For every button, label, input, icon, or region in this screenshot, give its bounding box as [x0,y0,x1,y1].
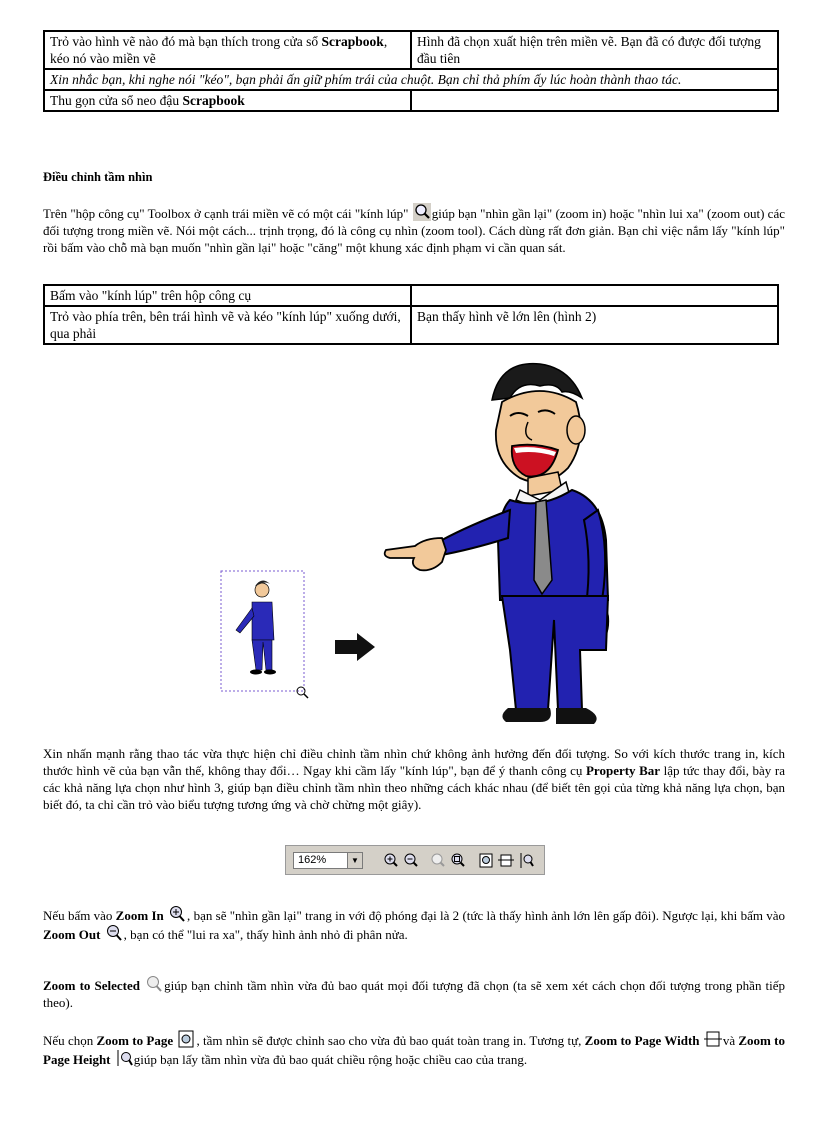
paragraph-zoom-selected: Zoom to Selected giúp bạn chỉnh tầm nhìn vừa đủ bao quát mọi đối tượng đã chọn (ta sẽ xem xét cách chọn đối tượng trong phần tiếp theo). [43,975,785,1011]
zoom-in-icon [168,905,186,923]
zoom-to-selected-icon [145,975,163,993]
zoom-all-objects-icon[interactable] [450,852,466,869]
zoom-tool-icon [413,203,431,221]
section-heading: Điều chỉnh tầm nhìn [43,170,153,184]
paragraph-zoom-in-out: Nếu bấm vào Zoom In , bạn sẽ "nhìn gần lại" trang in với độ phóng đại là 2 (tức là thấy hình ảnh lớn lên gấp đôi). Ngược lại, khi bấm vào Zoom Out , bạn có thể "lui ra xa", thấy hình ảnh nhỏ đi phân nửa. [43,905,785,943]
table-row [44,90,778,111]
table-cell: Hình đã chọn xuất hiện trên miền vẽ. Bạn đã có được đối tượng đầu tiên [411,31,778,69]
zoom-in-icon[interactable] [383,852,399,869]
zoom-level-select[interactable]: 162% ▼ [293,852,363,869]
table-row [44,306,778,344]
table-row [44,285,778,306]
zoom-to-page-height-icon[interactable] [518,852,534,869]
large-cartoon-figure [385,364,609,724]
zoom-to-page-width-icon [704,1030,722,1048]
table-row [44,69,778,90]
table-cell: Trỏ vào hình vẽ nào đó mà bạn thích trong cửa sổ Scrapbook, kéo nó vào miền vẽ [44,31,411,69]
zoom-to-selected-icon[interactable] [430,852,446,869]
paragraph-zoom-intro: Trên "hộp công cụ" Toolbox ở cạnh trái miền vẽ có một cái "kính lúp" giúp bạn "nhìn gần lại" (zoom in) hoặc "nhìn lui xa" (zoom out) các đối tượng trong miền vẽ. Nói một cách... trịnh trọng, đó là công cụ nhìn (zoom tool). Cách dùng rất đơn giản. Bạn chỉ việc nắm lấy "kính lúp" rồi bấm vào chỗ mà bạn muốn "nhìn gần lại" hoặc "căng" một khung xác định phạm vi cần quan sát. [43,203,785,256]
zoom-to-page-icon [177,1030,195,1048]
zoom-to-page-width-icon[interactable] [498,852,514,869]
small-cartoon-figure [221,571,308,698]
table-cell [411,90,778,111]
arrow-right-icon [335,633,375,661]
steps-table-scrapbook [43,30,779,112]
table-cell: Bấm vào "kính lúp" trên hộp công cụ [44,285,411,306]
table-cell: Thu gọn cửa sổ neo đậu Scrapbook [44,90,411,111]
steps-table-zoom [43,284,779,345]
chevron-down-icon[interactable]: ▼ [347,853,362,868]
paragraph-zoom-page: Nếu chọn Zoom to Page , tầm nhìn sẽ được chỉnh sao cho vừa đủ bao quát toàn trang in. Tương tự, Zoom to Page Width và Zoom to Page Height giúp bạn lấy tầm nhìn vừa đủ bao quát chiều rộng hoặc chiều cao của trang. [43,1030,785,1068]
table-cell [411,285,778,306]
zoom-out-icon [105,924,123,942]
zoom-to-page-icon[interactable] [478,852,494,869]
table-cell: Trỏ vào phía trên, bên trái hình vẽ và kéo "kính lúp" xuống dưới, qua phải [44,306,411,344]
property-bar-toolbar [285,845,545,875]
table-row [44,31,778,69]
table-cell: Bạn thấy hình vẽ lớn lên (hình 2) [411,306,778,344]
zoom-out-icon[interactable] [403,852,419,869]
paragraph-property-bar: Xin nhấn mạnh rằng thao tác vừa thực hiện chỉ điều chỉnh tầm nhìn chứ không ảnh hưởng đến đối tượng. So với kích thước trang in, kích thước hình vẽ của bạn vẫn thế, không thay đổi… Ngay khi cầm lấy "kính lúp", bạn để ý thanh công cụ Property Bar lập tức thay đổi, bày ra các khả năng lựa chọn như hình 3, giúp bạn điều chỉnh tầm nhìn theo những cách khác nhau (để biết tên gọi của từng khả năng lựa chọn, bạn biết đó, ta chỉ cần trỏ vào biểu tượng tương ứng và chờ chừng một giây). [43,746,785,812]
note-cell: Xin nhắc bạn, khi nghe nói "kéo", bạn phải ấn giữ phím trái của chuột. Bạn chỉ thả phím ấy lúc hoàn thành thao tác. [44,69,778,90]
zoom-illustration [210,350,630,740]
zoom-to-page-height-icon [115,1049,133,1067]
